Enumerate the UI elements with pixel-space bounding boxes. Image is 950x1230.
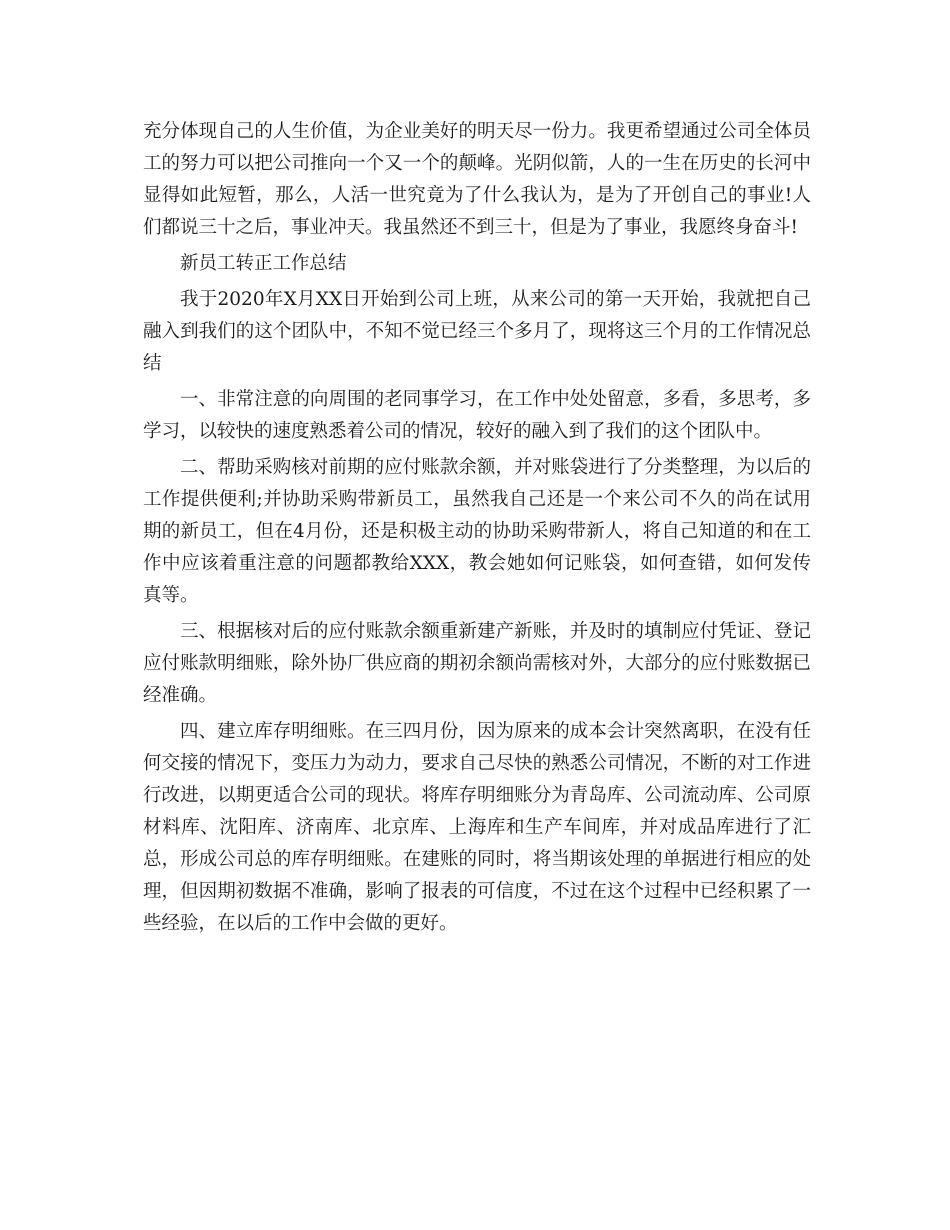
paragraph-item-2: 二、帮助采购核对前期的应付账款余额，并对账袋进行了分类整理，为以后的工作提供便利;并协助采购带新员工，虽然我自己还是一个来公司不久的尚在试用期的新员工，但在4月份，还是积极主动的协助采购带新人，将自己知道的和在工作中应该着重注意的问题都教给XXX，教会她如何记账袋，如何查错，如何发传真等。 [143, 457, 811, 606]
paragraph-item-3: 三、根据核对后的应付账款余额重新建产新账，并及时的填制应付凭证、登记应付账款明细账，除外协厂供应商的期初余额尚需核对外，大部分的应付账数据已经准确。 [143, 621, 811, 706]
section-title: 新员工转正工作总结 [180, 253, 347, 274]
paragraph-item-1: 一、非常注意的向周围的老同事学习，在工作中处处留意，多看，多思考，多学习，以较快的速度熟悉着公司的情况，较好的融入到了我们的这个团队中。 [143, 389, 811, 442]
paragraph-continued: 充分体现自己的人生价值，为企业美好的明天尽一份力。我更希望通过公司全体员工的努力可以把公司推向一个又一个的颠峰。光阴似箭，人的一生在历史的长河中显得如此短暂，那么，人活一世究竟为了什么我认为，是为了开创自己的事业!人们都说三十之后，事业冲天。我虽然还不到三十，但是为了事业，我愿终身奋斗! [143, 121, 811, 238]
document-page [143, 116, 811, 944]
paragraph-intro: 我于2020年X月XX日开始到公司上班，从来公司的第一天开始，我就把自己融入到我们的这个团队中，不知不觉已经三个多月了，现将这三个月的工作情况总结 [143, 289, 811, 374]
paragraph-item-4: 四、建立库存明细账。在三四月份，因为原来的成本会计突然离职，在没有任何交接的情况下，变压力为动力，要求自己尽快的熟悉公司情况，不断的对工作进行改进，以期更适合公司的现状。将库存明细账分为青岛库、公司流动库、公司原材料库、沈阳库、济南库、北京库、上海库和生产车间库，并对成品库进行了汇总，形成公司总的库存明细账。在建账的同时，将当期该处理的单据进行相应的处理，但因期初数据不准确，影响了报表的可信度，不过在这个过程中已经积累了一些经验，在以后的工作中会做的更好。 [143, 721, 811, 934]
